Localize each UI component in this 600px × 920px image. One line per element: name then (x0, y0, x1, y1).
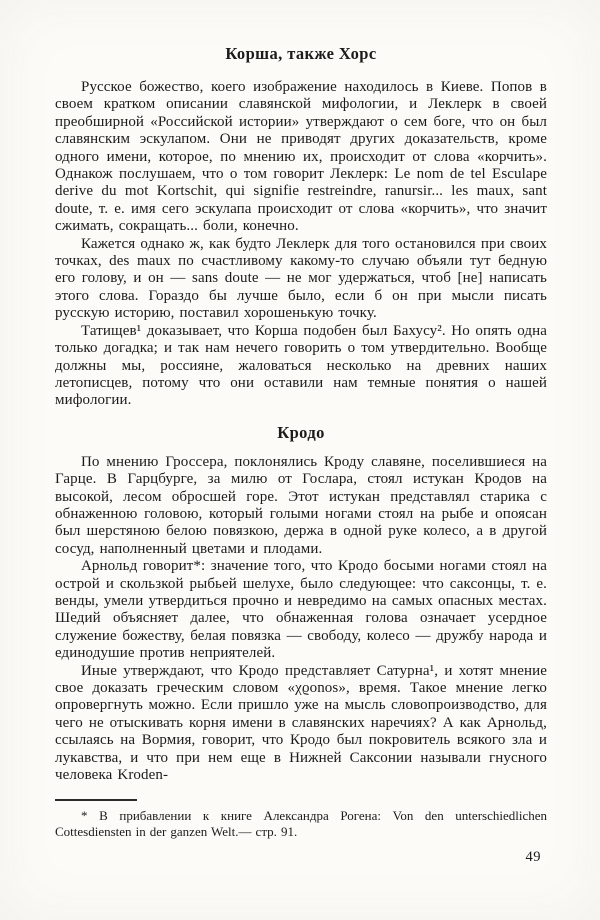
paragraph: Татищев¹ доказывает, что Корша подобен был Бахусу². Но опять одна только догадка; и так нам нечего говорить о том утвердительно. Вообще должны мы, россияне, жаловаться несколько на древних наших летописцев, потому что они оставили нам темные понятия о нашей мифологии. (55, 322, 547, 409)
paragraph: Кажется однако ж, как будто Леклерк для того остановился при своих точках, des maux по счастливому какому-то случаю объяли тут бедную его голову, и он — sans doute — не мог удержаться, чтоб [не] написать этого слова. Гораздо бы лучше было, если б он при мысли писать русскую историю, поставил хорошенькую точку. (55, 235, 547, 322)
section-heading-korsha: Корша, также Хорс (225, 44, 377, 63)
text-block (55, 44, 547, 866)
page-number: 49 (525, 849, 541, 866)
paragraph: Иные утверждают, что Кродо представляет Сатурна¹, и хотят мнение свое доказать греческим словом «χϱonos», время. Такое мнение легко опровергнуть можно. Если пришло уже на мысль словопроизводство, для чего не отыскивать корня имени в славянских наречиях? А как Арнольд, ссылаясь на Вормия, говорит, что Кродо был покровитель всякого зла и лукавства, и что при нем еще в Нижней Саксонии называли гнусного человека Kroden- (55, 662, 547, 784)
section-heading-krodo: Кродо (277, 422, 325, 442)
paragraph: Арнольд говорит*: значение того, что Кродо босыми ногами стоял на острой и скользкой рыбьей шелухе, было следующее: что саксонцы, т. е. венды, умели утвердиться прочно и невредимо на самых опасных местах. Шедий объясняет далее, что обнаженная голова означает усердное служение божеству, белая повязка — свободу, колесо — дружбу народа и единодушие против неприятелей. (55, 558, 547, 662)
paragraph: Русское божество, коего изображение находилось в Киеве. Попов в своем кратком описании славянской мифологии, и Леклерк в своей преобширной «Российской истории» утверждают о сем боге, что он был славянским эскулапом. Они не приводят других доказательств, кроме одного имени, которое, по мнению их, происходит от слова «корчить». Однакож послушаем, что о том говорит Леклерк: Le nom de tel Esculape derive du mot Kortschit, qui signifie restreindre, ranursir... les maux, sant doute, т. е. имя сего эскулапа происходит от слова «корчить», что значит сжимать, сокращать... боли, конечно. (55, 79, 547, 235)
paragraph: По мнению Гроссера, поклонялись Кроду славяне, поселившиеся на Гарце. В Гарцбурге, за милю от Гослара, стоял истукан Кродов на высокой, лесом обросшей горе. Этот истукан представлял старика с обнаженною головою, который голыми ногами стоял на рыбе и опоясан был шерстяною белою повязкою, держа в одной руке колесо, а в другой сосуд, наполненный цветами и плодами. (55, 453, 547, 557)
footnote-text: * В прибавлении к книге Александра Рогена: Von den unterschiedlichen Cottesdiensten in der ganzen Welt.— стр. 91. (55, 808, 547, 840)
footnote-divider (55, 799, 137, 801)
